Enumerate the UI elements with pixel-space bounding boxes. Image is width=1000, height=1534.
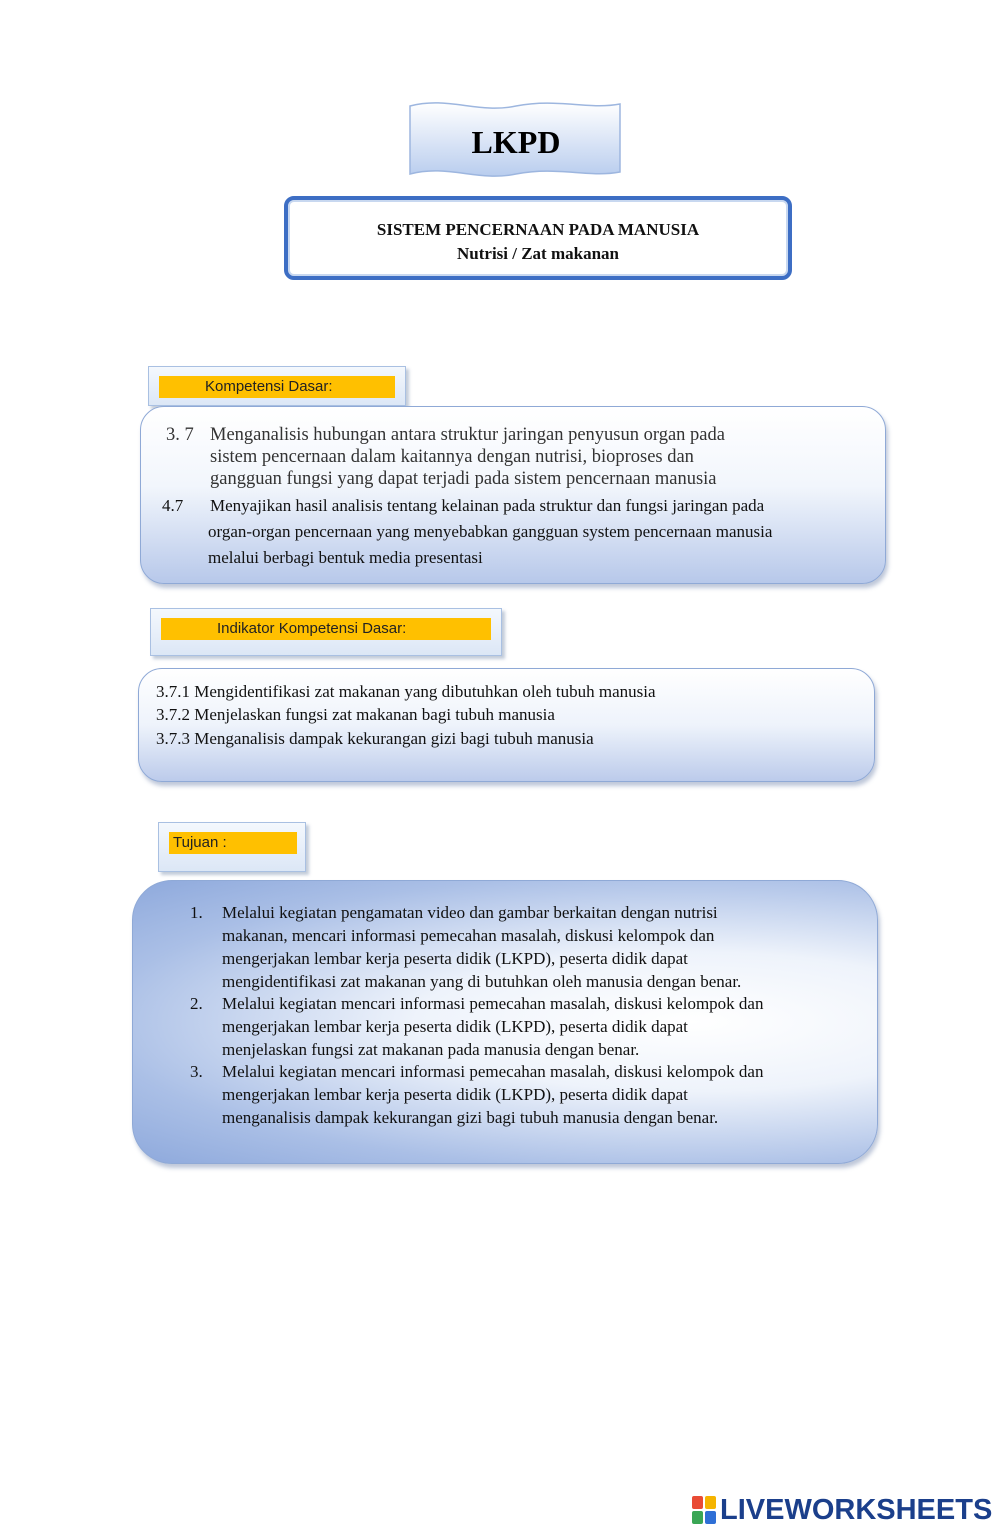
tujuan-label: Tujuan :: [169, 832, 297, 854]
watermark-text: LIVEWORKSHEETS: [720, 1493, 993, 1526]
logo-square: [705, 1496, 716, 1509]
kompetensi-label: Kompetensi Dasar:: [159, 376, 395, 398]
kd-item-4-7: [162, 493, 872, 571]
indikator-item: 3.7.2 Menjelaskan fungsi zat makanan bagi tubuh manusia: [156, 705, 555, 724]
indikator-label: Indikator Kompetensi Dasar:: [161, 618, 491, 640]
kompetensi-tab: [148, 366, 406, 406]
tujuan-line: mengidentifikasi zat makanan yang di butuhkan oleh manusia dengan benar.: [222, 972, 742, 991]
kd-line: gangguan fungsi yang dapat terjadi pada sistem pencernaan manusia: [210, 469, 717, 489]
tujuan-number: 2.: [190, 994, 203, 1013]
tujuan-line: menganalisis dampak kekurangan gizi bagi tubuh manusia dengan benar.: [222, 1108, 719, 1127]
liveworksheets-watermark: [692, 1494, 992, 1526]
title-banner: [408, 100, 624, 180]
kd-number: 3. 7: [166, 425, 194, 445]
kd-line: sistem pencernaan dalam kaitannya dengan nutrisi, bioproses dan: [210, 447, 694, 467]
kd-line: melalui berbagi bentuk media presentasi: [208, 548, 483, 567]
tujuan-number: 3.: [190, 1062, 203, 1081]
subtitle-line-1: SISTEM PENCERNAAN PADA MANUSIA: [376, 220, 700, 239]
tujuan-text: [222, 992, 870, 1061]
kd-line: organ-organ pencernaan yang menyebabkan gangguan system pencernaan manusia: [208, 522, 773, 541]
tujuan-text: [222, 901, 870, 993]
logo-square: [705, 1511, 716, 1524]
kd-line: Menyajikan hasil analisis tentang kelainan pada struktur dan fungsi jaringan pada: [210, 496, 765, 515]
logo-square: [692, 1511, 703, 1524]
tujuan-line: mengerjakan lembar kerja peserta didik (LKPD), peserta didik dapat: [222, 1085, 688, 1104]
liveworksheets-logo-icon: [692, 1496, 716, 1524]
indikator-tab: [150, 608, 502, 656]
tujuan-line: makanan, mencari informasi pemecahan masalah, diskusi kelompok dan: [222, 926, 715, 945]
kd-item-3-7: [166, 424, 866, 490]
kd-number: 4.7: [162, 496, 184, 515]
page-title: LKPD: [471, 124, 561, 160]
indikator-item: 3.7.1 Mengidentifikasi zat makanan yang dibutuhkan oleh tubuh manusia: [156, 682, 656, 701]
tujuan-tab: [158, 822, 306, 872]
tujuan-text: [222, 1060, 870, 1129]
tujuan-item-1: [190, 901, 870, 993]
subtitle-box: [284, 196, 792, 280]
tujuan-line: Melalui kegiatan pengamatan video dan gambar berkaitan dengan nutrisi: [222, 903, 718, 922]
subtitle-line-2: Nutrisi / Zat makanan: [457, 244, 619, 263]
logo-square: [692, 1496, 703, 1509]
tujuan-number: 1.: [190, 903, 203, 922]
tujuan-line: menjelaskan fungsi zat makanan pada manusia dengan benar.: [222, 1040, 640, 1059]
tujuan-item-3: [190, 1060, 870, 1129]
tujuan-line: mengerjakan lembar kerja peserta didik (LKPD), peserta didik dapat: [222, 1017, 688, 1036]
kd-text: [210, 424, 725, 490]
tujuan-line: Melalui kegiatan mencari informasi pemecahan masalah, diskusi kelompok dan: [222, 1062, 764, 1081]
tujuan-line: mengerjakan lembar kerja peserta didik (LKPD), peserta didik dapat: [222, 949, 688, 968]
kd-line: Menganalisis hubungan antara struktur jaringan penyusun organ pada: [210, 425, 725, 445]
kd-text: [208, 493, 772, 571]
tujuan-item-2: [190, 992, 870, 1061]
tujuan-line: Melalui kegiatan mencari informasi pemecahan masalah, diskusi kelompok dan: [222, 994, 764, 1013]
indikator-item: 3.7.3 Menganalisis dampak kekurangan gizi bagi tubuh manusia: [156, 729, 594, 748]
